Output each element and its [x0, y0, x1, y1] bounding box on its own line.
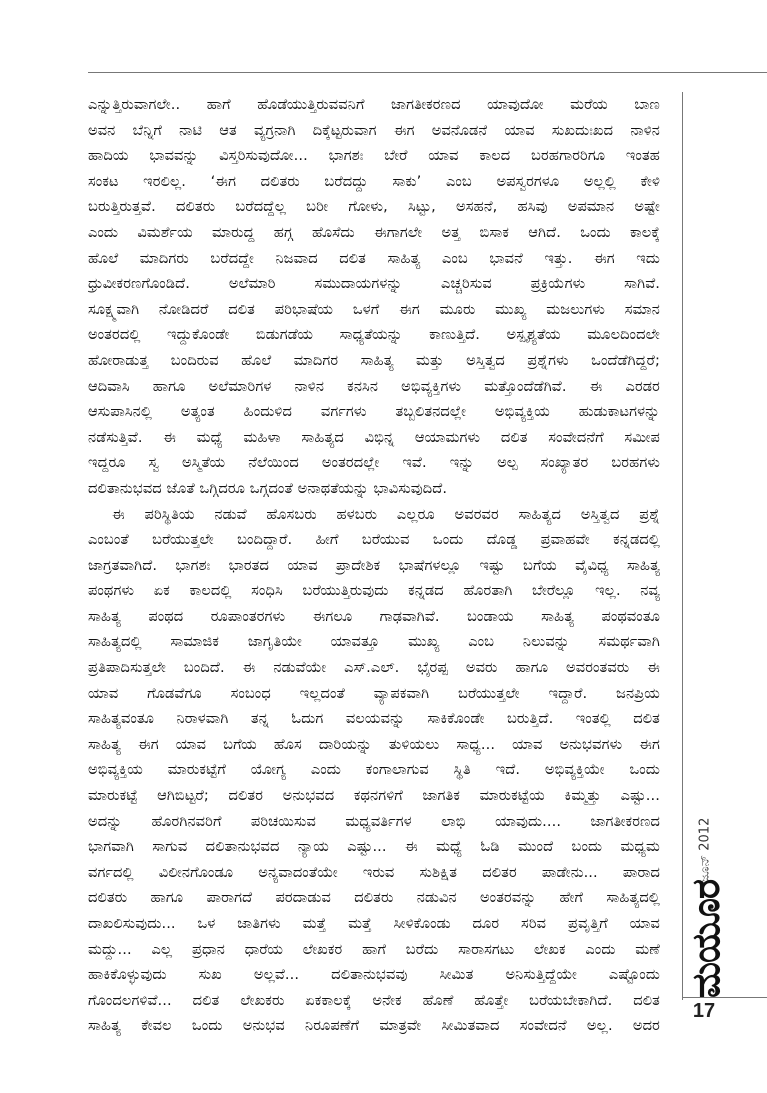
- article-line: ಹಾಕಿಕೊಳ್ಳುವುದು ಸುಖ ಅಲ್ಲವೆ... ದಲಿತಾನುಭವವು ಸೀಮಿತ ಅನಿಸುತ್ತಿದ್ದೆಯೇ ಎಷ್ಟೊಂದು: [88, 966, 660, 984]
- article-line: ಆದಿವಾಸಿ ಹಾಗೂ ಅಲೆಮಾರಿಗಳ ನಾಳಿನ ಕನಸಿನ ಅಭಿವ್ಯಕ್ತಿಗಳು ಮತ್ತೊಂದೆಡೆಗಿವೆ. ಈ ಎರಡರ: [88, 377, 660, 395]
- article-line: ಮದ್ದು... ಎಲ್ಲ ಪ್ರಧಾನ ಧಾರೆಯ ಲೇಖಕರ ಹಾಗೆ ಬರೆದು ಸಾರಾಸಗಟು ಲೇಖಕ ಎಂದು ಮಣೆ: [88, 940, 660, 958]
- article-line: ಸಾಹಿತ್ಯವಂತೂ ನಿರಾಳವಾಗಿ ತನ್ನ ಓದುಗ ವಲಯವನ್ನು ಸಾಕಿಕೊಂಡೇ ಬರುತ್ತಿದೆ. ಇಂತಲ್ಲಿ ದಲಿತ: [88, 710, 660, 728]
- article-line: ಹೋರಾಡುತ್ತ ಬಂದಿರುವ ಹೊಲೆ ಮಾದಿಗರ ಸಾಹಿತ್ಯ ಮತ್ತು ಅಸ್ತಿತ್ವದ ಪ್ರಶ್ನೆಗಳು ಒಂದೆಡೆಗಿದ್ದರೆ;: [88, 351, 660, 369]
- article-line: ಅವನ ಬೆನ್ನಿಗೆ ನಾಟಿ ಆತ ವ್ಯಗ್ರನಾಗಿ ದಿಕ್ಕೆಟ್ಟರುವಾಗ ಈಗ ಅವನೊಡನೆ ಯಾವ ಸುಖದುಃಖದ ನಾಳಿನ: [88, 121, 660, 139]
- page-number: 17: [692, 1000, 716, 1022]
- article-line: ದಲಿತಾನುಭವದ ಜೊತೆ ಒಗ್ಗಿದರೂ ಒಗ್ಗದಂತೆ ಅನಾಥತೆಯನ್ನು ಭಾವಿಸುವುದಿದೆ.: [88, 479, 448, 497]
- article-line: ಸಾಹಿತ್ಯ ಕೇವಲ ಒಂದು ಅನುಭವ ನಿರೂಪಣೆಗೆ ಮಾತ್ರವೇ ಸೀಮಿತವಾದ ಸಂವೇದನೆ ಅಲ್ಲ. ಅದರ: [88, 1017, 660, 1035]
- article-line: ಬರುತ್ತಿರುತ್ತವೆ. ದಲಿತರು ಬರೆದದ್ದೆಲ್ಲ ಬರೀ ಗೋಳು, ಸಿಟ್ಟು, ಅಸಹನೆ, ಹಸಿವು ಅಪಮಾನ ಅಷ್ಟೇ: [88, 198, 660, 216]
- article-line: ಭಾಗವಾಗಿ ಸಾಗುವ ದಲಿತಾನುಭವದ ನ್ಯಾಯ ಎಷ್ಟು... ಈ ಮಧ್ಯೆ ಓಡಿ ಮುಂದೆ ಬಂದು ಮಧ್ಯಮ: [88, 838, 660, 856]
- article-line: ಎನ್ನುತ್ತಿರುವಾಗಲೇ.. ಹಾಗೆ ಹೊಡೆಯುತ್ತಿರುವವನಿಗೆ ಜಾಗತೀಕರಣದ ಯಾವುದೋ ಮರೆಯ ಬಾಣ: [88, 96, 660, 113]
- article-line: ಸೂಕ್ಷ್ಮವಾಗಿ ನೋಡಿದರೆ ದಲಿತ ಪರಿಭಾಷೆಯ ಒಳಗೆ ಈಗ ಮೂರು ಮುಖ್ಯ ಮಜಲುಗಳು ಸಮಾನ: [88, 300, 660, 318]
- masthead-title: ಮಯೂರ: [683, 879, 728, 999]
- article-line: ಹಾದಿಯ ಭಾವವನ್ನು ವಿಸ್ತರಿಸುವುದೋ... ಭಾಗಶಃ ಬೇರೆ ಯಾವ ಕಾಲದ ಬರಹಗಾರರಿಗೂ ಇಂತಹ: [88, 147, 660, 165]
- article-line: ದಾಖಲಿಸುವುದು... ಒಳ ಜಾತಿಗಳು ಮತ್ತೆ ಮತ್ತೆ ಸೀಳಿಕೊಂಡು ದೂರ ಸರಿವ ಪ್ರವೃತ್ತಿಗೆ ಯಾವ: [88, 915, 660, 932]
- article-body: [88, 92, 660, 1039]
- article-line: ಈ ಪರಿಸ್ಥಿತಿಯ ನಡುವೆ ಹೊಸಬರು ಹಳಬರು ಎಲ್ಲರೂ ಅವರವರ ಸಾಹಿತ್ಯದ ಅಸ್ತಿತ್ವದ ಪ್ರಶ್ನೆ: [112, 505, 660, 523]
- article-line: ಅದನ್ನು ಹೊರಗಿನವರಿಗೆ ಪರಿಚಯಿಸುವ ಮಧ್ಯವರ್ತಿಗಳ ಲಾಭಿ ಯಾವುದು.... ಜಾಗತೀಕರಣದ: [88, 812, 660, 830]
- article-line: ವರ್ಗದಲ್ಲಿ ವಿಲೀನಗೊಂಡೂ ಅನ್ಯವಾದಂತೆಯೇ ಇರುವ ಸುಶಿಕ್ಷಿತ ದಲಿತರ ಪಾಡೇನು... ಪಾರಾದ: [88, 863, 660, 881]
- top-rule: [88, 72, 767, 73]
- article-line: ಹೊಲೆ ಮಾದಿಗರು ಬರೆದದ್ದೇ ನಿಜವಾದ ದಲಿತ ಸಾಹಿತ್ಯ ಎಂಬ ಭಾವನೆ ಇತ್ತು. ಈಗ ಇದು: [88, 249, 660, 267]
- magazine-masthead: [683, 879, 729, 999]
- article-line: ಗೊಂದಲಗಳಿವೆ... ದಲಿತ ಲೇಖಕರು ಏಕಕಾಲಕ್ಕೆ ಅನೇಕ ಹೊಣೆ ಹೊತ್ತೇ ಬರೆಯಬೇಕಾಗಿದೆ. ದಲಿತ: [88, 991, 660, 1009]
- footer-rule: [682, 997, 767, 998]
- sidebar-rule: [682, 92, 683, 1000]
- article-line: ಮಾರುಕಟ್ಟೆ ಆಗಿಬಿಟ್ಟರೆ; ದಲಿತರ ಅನುಭವದ ಕಥನಗಳಿಗೆ ಜಾಗತಿಕ ಮಾರುಕಟ್ಟೆಯ ಕಿಮ್ಮತ್ತು ಎಷ್ಟು...: [88, 787, 660, 805]
- article-line: ಸಾಹಿತ್ಯದಲ್ಲಿ ಸಾಮಾಜಿಕ ಜಾಗೃತಿಯೇ ಯಾವತ್ತೂ ಮುಖ್ಯ ಎಂಬ ನಿಲುವನ್ನು ಸಮರ್ಥವಾಗಿ: [88, 633, 660, 651]
- article-line: ಸಾಹಿತ್ಯ ಪಂಥದ ರೂಪಾಂತರಗಳು ಈಗಲೂ ಗಾಢವಾಗಿವೆ. ಬಂಡಾಯ ಸಾಹಿತ್ಯ ಪಂಥವಂತೂ: [88, 607, 660, 625]
- article-line: ಯಾವ ಗೊಡವೆಗೂ ಸಂಬಂಧ ಇಲ್ಲದಂತೆ ವ್ಯಾಪಕವಾಗಿ ಬರೆಯುತ್ತಲೇ ಇದ್ದಾರೆ. ಜನಪ್ರಿಯ: [88, 684, 660, 702]
- article-line: ಎಂದು ವಿಮರ್ಶೆಯ ಮಾರುದ್ದ ಹಗ್ಗ ಹೊಸೆದು ಈಗಾಗಲೇ ಅತ್ತ ಬಿಸಾಕ ಆಗಿದೆ. ಒಂದು ಕಾಲಕ್ಕೆ: [88, 223, 660, 241]
- article-line: ನಡೆಸುತ್ತಿವೆ. ಈ ಮಧ್ಯೆ ಮಹಿಳಾ ಸಾಹಿತ್ಯದ ವಿಭಿನ್ನ ಆಯಾಮಗಳು ದಲಿತ ಸಂವೇದನೆಗೆ ಸಮೀಪ: [88, 428, 660, 446]
- issue-date-text: ಜೂನ್ 2012: [697, 817, 713, 883]
- article-line: ಇದ್ದರೂ ಸ್ವ ಅಸ್ಮಿತೆಯ ನೆಲೆಯಿಂದ ಅಂತರದಲ್ಲೇ ಇವೆ. ಇನ್ನು ಅಲ್ಪ ಸಂಖ್ಯಾತರ ಬರಹಗಳು: [88, 454, 660, 472]
- article-line: ಧ್ರುವೀಕರಣಗೊಂಡಿದೆ. ಅಲೆಮಾರಿ ಸಮುದಾಯಗಳನ್ನು ಎಚ್ಚರಿಸುವ ಪ್ರಕ್ರಿಯೆಗಳು ಸಾಗಿವೆ.: [88, 275, 660, 293]
- article-line: ಆಸುಪಾಸಿನಲ್ಲಿ ಅತ್ಯಂತ ಹಿಂದುಳಿದ ವರ್ಗಗಳು ತಬ್ಬಲಿತನದಲ್ಲೇ ಅಭಿವ್ಯಕ್ತಿಯ ಹುಡುಕಾಟಗಳನ್ನು: [88, 403, 660, 421]
- article-line: ಪ್ರತಿಪಾದಿಸುತ್ತಲೇ ಬಂದಿದೆ. ಈ ನಡುವೆಯೇ ಎಸ್.ಎಲ್. ಭೈರಪ್ಪ ಅವರು ಹಾಗೂ ಅವರಂತವರು ಈ: [88, 659, 660, 677]
- issue-date: [688, 812, 722, 888]
- article-line: ಅಭಿವ್ಯಕ್ತಿಯ ಮಾರುಕಟ್ಟೆಗೆ ಯೋಗ್ಯ ಎಂದು ಕಂಗಾಲಾಗುವ ಸ್ಥಿತಿ ಇದೆ. ಅಭಿವ್ಯಕ್ತಿಯೇ ಒಂದು: [88, 761, 660, 779]
- article-line: ಸಾಹಿತ್ಯ ಈಗ ಯಾವ ಬಗೆಯ ಹೊಸ ದಾರಿಯನ್ನು ತುಳಿಯಲು ಸಾಧ್ಯ... ಯಾವ ಅನುಭವಗಳು ಈಗ: [88, 735, 660, 753]
- article-line: ಎಂಬಂತೆ ಬರೆಯುತ್ತಲೇ ಬಂದಿದ್ದಾರೆ. ಹೀಗೆ ಬರೆಯುವ ಒಂದು ದೊಡ್ಡ ಪ್ರವಾಹವೇ ಕನ್ನಡದಲ್ಲಿ: [88, 531, 660, 549]
- article-line: ಪಂಥಗಳು ಏಕ ಕಾಲದಲ್ಲಿ ಸಂಧಿಸಿ ಬರೆಯುತ್ತಿರುವುದು ಕನ್ನಡದ ಹೊರತಾಗಿ ಬೇರೆಲ್ಲೂ ಇಲ್ಲ. ನವ್ಯ: [88, 582, 660, 600]
- article-line: ದಲಿತರು ಹಾಗೂ ಪಾರಾಗದೆ ಪರದಾಡುವ ದಲಿತರು ನಡುವಿನ ಅಂತರವನ್ನು ಹೇಗೆ ಸಾಹಿತ್ಯದಲ್ಲಿ: [88, 889, 660, 907]
- article-line: ಸಂಕಟ ಇರಲಿಲ್ಲ. ‘ಈಗ ದಲಿತರು ಬರೆದದ್ದು ಸಾಕು’ ಎಂಬ ಅಪಸ್ವರಗಳೂ ಅಲ್ಲಲ್ಲಿ ಕೇಳಿ: [88, 172, 660, 190]
- article-line: ಅಂತರದಲ್ಲಿ ಇದ್ದುಕೊಂಡೇ ಬಿಡುಗಡೆಯ ಸಾಧ್ಯತೆಯನ್ನು ಕಾಣುತ್ತಿದೆ. ಅಸ್ಪೃಶ್ಯತೆಯ ಮೂಲದಿಂದಲೇ: [88, 326, 660, 344]
- article-line: ಜಾಗ್ರತವಾಗಿದೆ. ಭಾಗಶಃ ಭಾರತದ ಯಾವ ಪ್ರಾದೇಶಿಕ ಭಾಷೆಗಳಲ್ಲೂ ಇಷ್ಟು ಬಗೆಯ ವೈವಿಧ್ಯ ಸಾಹಿತ್ಯ: [88, 556, 660, 574]
